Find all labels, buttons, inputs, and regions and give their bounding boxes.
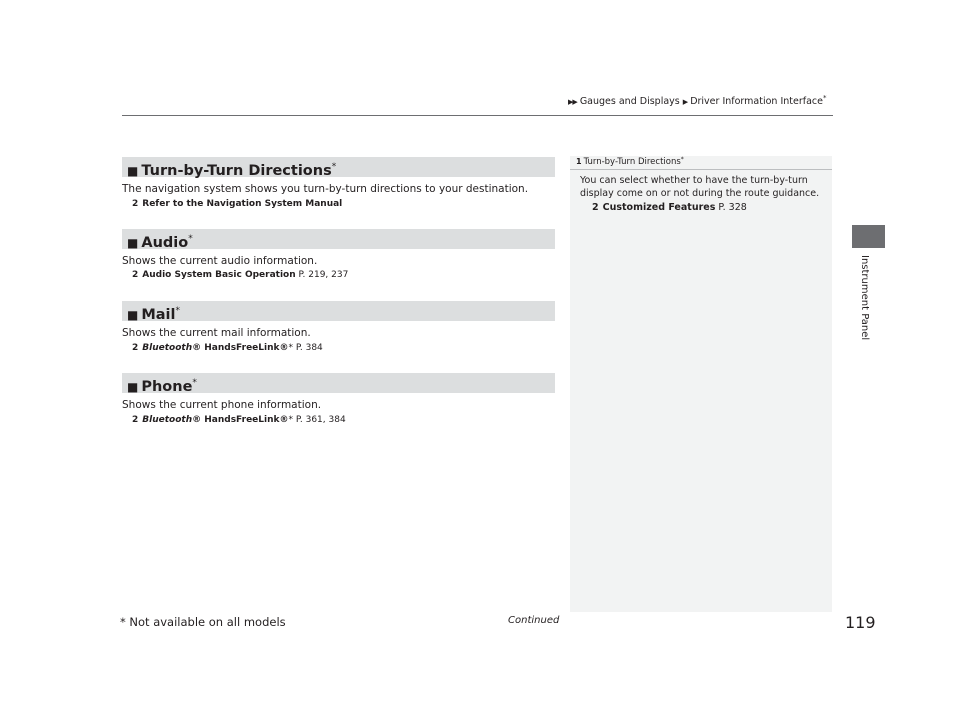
reference-title: Customized Features	[602, 202, 716, 213]
section-title: Turn-by-Turn Directions	[141, 163, 332, 179]
footnote: * Not available on all models	[120, 615, 286, 629]
square-bullet-icon: ■	[127, 236, 139, 250]
reference-arrow-icon: 2	[132, 270, 139, 280]
section-text: Shows the current audio information.	[122, 255, 318, 267]
reference-page: P. 219, 237	[295, 270, 349, 280]
section-title: Mail	[141, 307, 176, 323]
breadcrumb-item-driver-info[interactable]: Driver Information Interface	[690, 96, 823, 108]
square-bullet-icon: ■	[127, 308, 139, 322]
square-bullet-icon: ■	[127, 380, 139, 394]
cross-reference-link[interactable]	[132, 343, 323, 353]
breadcrumb	[568, 94, 826, 107]
page-number: 119	[845, 613, 876, 632]
chapter-tab-label: Instrument Panel	[859, 255, 870, 341]
double-arrow-icon: ▶▶	[568, 98, 577, 107]
chapter-tab	[852, 225, 885, 248]
section-heading-turn-by-turn	[122, 157, 555, 177]
sidebar-panel	[570, 156, 832, 612]
sidebar-reference-link[interactable]	[592, 202, 747, 213]
note-icon: 1	[576, 157, 582, 166]
reference-title-italic: Bluetooth	[142, 415, 193, 425]
reference-page: P. 328	[715, 202, 747, 213]
reference-page: * P. 361, 384	[288, 415, 346, 425]
sidebar-title-text: Turn-by-Turn Directions	[583, 157, 681, 167]
square-bullet-icon: ■	[127, 164, 139, 178]
header-rule	[122, 115, 833, 116]
breadcrumb-item-gauges[interactable]: Gauges and Displays	[579, 96, 680, 108]
asterisk: *	[192, 378, 197, 388]
sidebar-text: You can select whether to have the turn-by-turn display come on or not during the route guidance.	[580, 175, 820, 199]
section-text: Shows the current phone information.	[122, 399, 322, 411]
section-text: Shows the current mail information.	[122, 327, 311, 339]
reference-arrow-icon: 2	[132, 199, 139, 209]
asterisk: *	[188, 234, 193, 244]
reference-page: * P. 384	[288, 343, 323, 353]
arrow-icon: ▶	[682, 98, 688, 107]
asterisk: *	[175, 306, 180, 316]
reference-title: ® HandsFreeLink®	[192, 415, 289, 425]
section-title: Phone	[141, 379, 193, 395]
continued-label: Continued	[508, 615, 560, 626]
asterisk: *	[822, 94, 827, 102]
cross-reference-link[interactable]	[132, 415, 346, 425]
reference-title: ® HandsFreeLink®	[192, 343, 289, 353]
sidebar-title	[570, 156, 832, 170]
asterisk: *	[680, 156, 684, 163]
section-heading-mail	[122, 301, 555, 321]
section-heading-phone	[122, 373, 555, 393]
reference-arrow-icon: 2	[132, 415, 139, 425]
reference-title: Audio System Basic Operation	[142, 270, 296, 280]
reference-arrow-icon: 2	[592, 202, 599, 213]
cross-reference-link[interactable]	[132, 270, 348, 280]
asterisk: *	[331, 162, 337, 172]
cross-reference-link[interactable]	[132, 199, 342, 209]
section-text: The navigation system shows you turn-by-turn directions to your destination.	[122, 183, 529, 195]
section-title: Audio	[141, 235, 189, 251]
reference-title: Refer to the Navigation System Manual	[142, 199, 343, 209]
section-heading-audio	[122, 229, 555, 249]
reference-arrow-icon: 2	[132, 343, 139, 353]
reference-title-italic: Bluetooth	[142, 343, 193, 353]
